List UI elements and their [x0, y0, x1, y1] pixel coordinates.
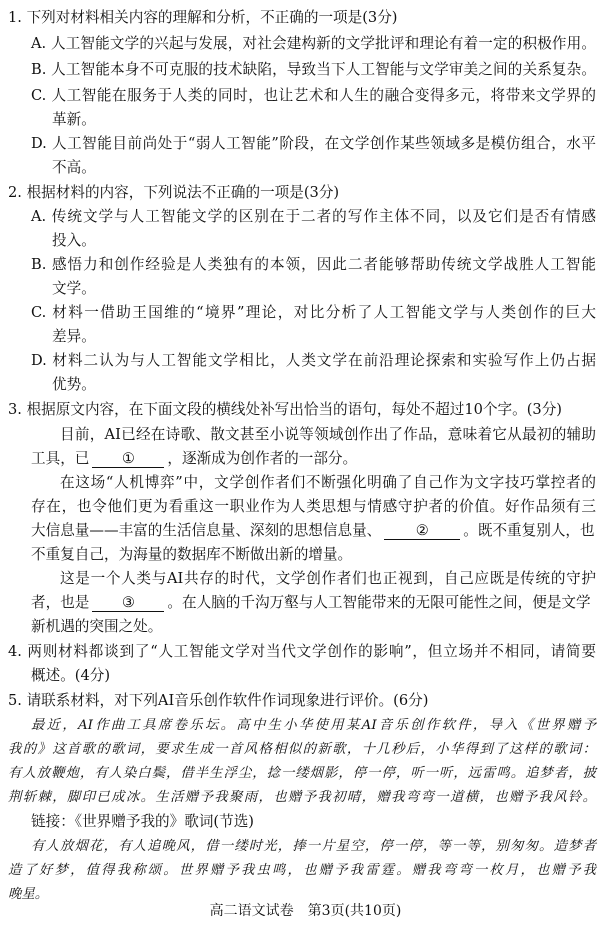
answer-blank-1[interactable]: ① — [92, 451, 164, 468]
q5-link-heading: 链接：《世界赠予我的》歌词(节选) — [31, 813, 254, 830]
q3-passage-line: 这是一个人类与AI共存的时代，文学创作者们也正视到，自己应既是传统的守护 — [60, 570, 596, 587]
q3-passage-line — [31, 593, 591, 613]
q1-option-c: C. 人工智能在服务于人类的同时，也让艺术和人生的融合变得多元，将带来文学界的 — [31, 87, 596, 104]
q1-option-d-cont: 不高。 — [52, 159, 96, 176]
q2-option-c: C. 材料一借助王国维的“境界”理论，对比分析了人工智能文学与人类创作的巨大 — [31, 304, 596, 321]
q3-passage-line — [31, 449, 357, 469]
q1-option-b: B. 人工智能本身不可克服的技术缺陷，导致当下人工智能与文学审美之间的关系复杂。 — [31, 61, 596, 78]
answer-blank-2[interactable]: ② — [384, 523, 460, 540]
q3-passage-line — [31, 521, 595, 541]
q2-option-a-cont: 投入。 — [52, 232, 96, 249]
q1-option-d: D. 人工智能目前尚处于“弱人工智能”阶段，在文学创作某些领域多是模仿组合，水平 — [31, 135, 596, 152]
q2-option-b: B. 感悟力和创作经验是人类独有的本领，因此二者能够帮助传统文学战胜人工智能 — [31, 256, 596, 273]
q3-text: 者，也是 — [31, 594, 90, 611]
q5-material-line: 有人放鞭炮，有人染白鬓，借半生浮尘，捻一缕烟影，停一停，听一听，远雷鸣。追梦者，披 — [8, 766, 596, 781]
q3-passage-line: 存在，也令他们更为看重这一职业作为人类思想与情感守护者的价值。好作品须有三 — [31, 498, 596, 515]
q2-option-c-cont: 差异。 — [52, 328, 96, 345]
q5-stem: 5. 请联系材料，对下列AI音乐创作软件作词现象进行评价。(6分) — [8, 692, 429, 709]
q3-text: 大信息量——丰富的生活信息量、深刻的思想信息量、 — [31, 522, 382, 539]
q1-stem: 1. 下列对材料相关内容的理解和分析，不正确的一项是(3分) — [8, 9, 398, 26]
q3-text: 工具，已 — [31, 450, 90, 467]
q5-material-line: 荆斩棘，脚印已成冰。生活赠予我聚雨，也赠予我初晴，赠我弯弯一道横，也赠予我风铃。 — [8, 790, 596, 805]
page-footer: 高二语文试卷 第3页(共10页) — [209, 903, 402, 919]
q5-lyrics-line: 晚星。 — [8, 887, 49, 902]
answer-blank-3[interactable]: ③ — [92, 595, 164, 612]
q2-option-a: A. 传统文学与人工智能文学的区别在于二者的写作主体不同，以及它们是否有情感 — [31, 208, 596, 225]
q4-stem-cont: 概述。(4分) — [31, 667, 111, 684]
q5-material-line: 最近，AI作曲工具席卷乐坛。高中生小华使用某AI音乐创作软件，导入《世界赠予 — [31, 718, 596, 733]
q3-stem: 3. 根据原文内容，在下面文段的横线处补写出恰当的语句，每处不超过10个字。(3分) — [8, 401, 562, 418]
q1-option-c-cont: 革新。 — [52, 111, 96, 128]
q4-stem: 4. 两则材料都谈到了“人工智能文学对当代文学创作的影响”，但立场并不相同，请简要 — [8, 643, 596, 660]
q3-passage-line: 不重复自己，为海量的数据库不断做出新的增量。 — [31, 546, 353, 563]
q3-passage-line: 新机遇的突围之处。 — [31, 618, 163, 635]
q1-option-a: A. 人工智能文学的兴起与发展，对社会建构新的文学批评和理论有着一定的积极作用。 — [31, 35, 596, 52]
q2-stem: 2. 根据材料的内容，下列说法不正确的一项是(3分) — [8, 184, 340, 201]
q2-option-d-cont: 优势。 — [52, 376, 96, 393]
q5-material-line: 我的》这首歌的歌词，要求生成一首风格相似的新歌，十几秒后，小华得到了这样的歌词： — [8, 742, 596, 757]
q5-lyrics-line: 有人放烟花，有人追晚风，借一缕时光，捧一片星空，停一停，等一等，别匆匆。造梦者 — [31, 839, 596, 854]
q3-text: 。既不重复别人，也 — [463, 522, 595, 539]
q3-passage-line: 在这场“人机博弈”中，文学创作者们不断强化明确了自己作为文字技巧掌控者的 — [60, 474, 596, 491]
q5-lyrics-line: 造了好梦，值得我称颂。世界赠予我虫鸣，也赠予我雷霆。赠我弯弯一枚月，也赠予我 — [8, 863, 596, 878]
q3-text: 。在人脑的千沟万壑与人工智能带来的无限可能性之间，便是文学 — [167, 594, 591, 611]
q3-passage-line: 目前，AI已经在诗歌、散文甚至小说等领域创作出了作品，意味着它从最初的辅助 — [60, 426, 596, 443]
q2-option-b-cont: 文学。 — [52, 280, 96, 297]
q3-text: ，逐渐成为创作者的一部分。 — [167, 450, 358, 467]
q2-option-d: D. 材料二认为与人工智能文学相比，人类文学在前沿理论探索和实验写作上仍占据 — [31, 352, 596, 369]
